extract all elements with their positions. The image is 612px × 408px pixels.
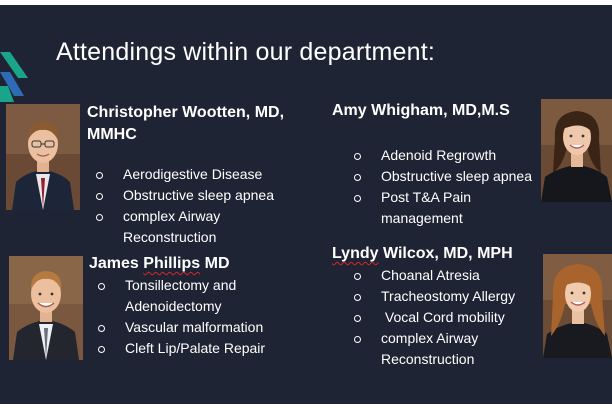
specialty-list-lyndy-wilcox bbox=[354, 265, 515, 370]
decorative-chevron-shape bbox=[0, 52, 28, 102]
list-item: complex Airway Reconstruction bbox=[354, 328, 515, 370]
attending-name-james-phillips: James Phillips MD bbox=[89, 255, 230, 272]
portrait-lyndy-wilcox bbox=[543, 254, 612, 358]
list-item: Tracheostomy Allergy bbox=[354, 286, 515, 307]
list-item: Aerodigestive Disease bbox=[96, 164, 274, 185]
specialty-list-amy-whigham bbox=[354, 145, 532, 229]
attending-name-lyndy-wilcox: Lyndy Wilcox, MD, MPH bbox=[332, 245, 513, 262]
list-item: Adenoid Regrowth bbox=[354, 145, 532, 166]
list-item: Obstructive sleep apnea bbox=[354, 166, 532, 187]
specialty-list-christopher-wootten bbox=[96, 164, 274, 248]
list-item: Vascular malformation bbox=[98, 317, 265, 338]
portrait-christopher-wootten bbox=[6, 104, 80, 210]
specialty-list-james-phillips bbox=[98, 275, 265, 359]
attending-name-amy-whigham: Amy Whigham, MD,M.S bbox=[332, 102, 510, 119]
attending-name-christopher-wootten: Christopher Wootten, MD, MMHC bbox=[87, 104, 285, 143]
list-item: complex Airway Reconstruction bbox=[96, 206, 274, 248]
list-item: Choanal Atresia bbox=[354, 265, 515, 286]
portrait-james-phillips bbox=[9, 256, 83, 360]
list-item: Vocal Cord mobility bbox=[354, 307, 515, 328]
list-item: Post T&A Pain management bbox=[354, 187, 532, 229]
slide-top-border bbox=[0, 0, 612, 5]
list-item: Cleft Lip/Palate Repair bbox=[98, 338, 265, 359]
list-item: Obstructive sleep apnea bbox=[96, 185, 274, 206]
slide-bottom-border bbox=[0, 404, 612, 408]
list-item: Tonsillectomy and Adenoidectomy bbox=[98, 275, 265, 317]
slide-title: Attendings within our department: bbox=[56, 38, 436, 66]
portrait-amy-whigham bbox=[541, 99, 612, 202]
